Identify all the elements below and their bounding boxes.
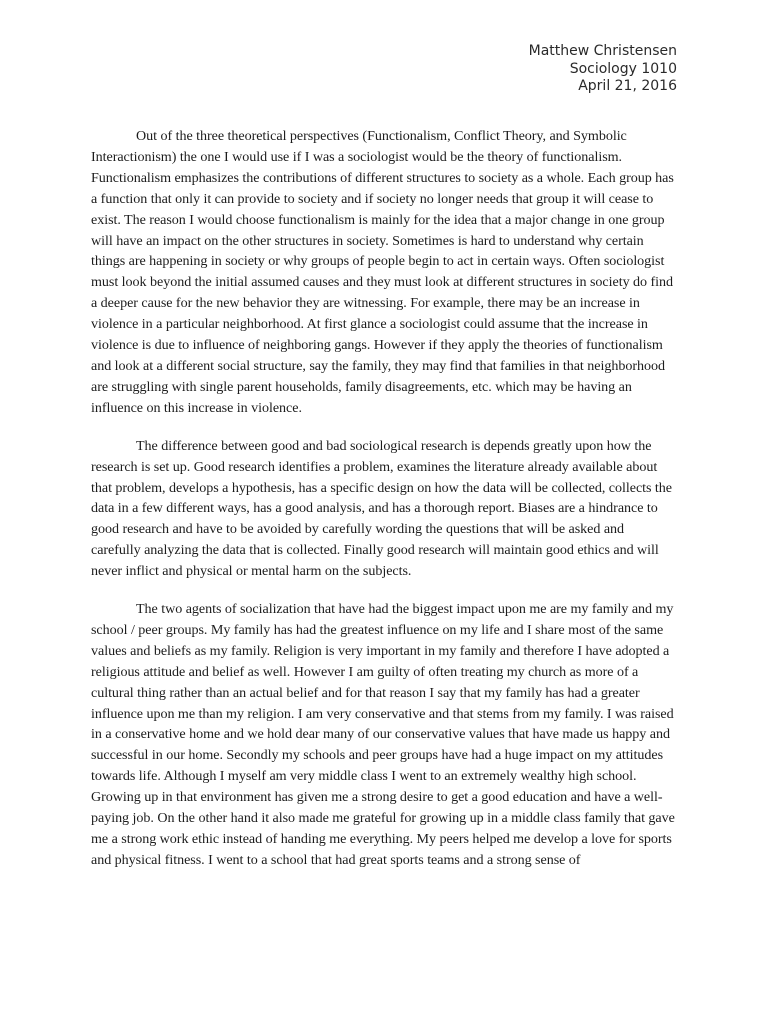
author-name: Matthew Christensen	[528, 43, 677, 59]
document-date: April 21, 2016	[578, 78, 677, 94]
course-name: Sociology 1010	[569, 60, 677, 77]
paragraph-functionalism: Out of the three theoretical perspectives (Functionalism, Conflict Theory, and Symbolic Interactionism) the one I would use if I was a sociologist would be the theory of functionalism. Functionalism emphasizes the contributions of different structures to society as a whole. Each group has a function that only it can provide to society and if society no longer needs that group it will cease to exist. The reason I would choose functionalism is mainly for the idea that a major change in one group will have an impact on the other structures in society. Sometimes is hard to understand why certain things are happening in society or why groups of people begin to act in certain ways. Often sociologist must look beyond the initial assumed causes and they must look at different structures in society do find a deeper cause for the new behavior they are witnessing. For example, there may be an increase in violence in a particular neighborhood. At first glance a sociologist could assume that the increase in violence is due to influence of neighboring gangs. However if they apply the theories of functionalism and look at a different social structure, say the family, they may find that families in that neighborhood are struggling with single parent households, family disagreements, etc. which may be having an influence on this increase in violence.	[91, 128, 674, 416]
paragraph-socialization: The two agents of socialization that have had the biggest impact upon me are my family and my school / peer groups. My family has had the greatest influence on my life and I share most of the same values and beliefs as my family. Religion is very important in my family and therefore I have adopted a religious attitude and belief as well. However I am guilty of often treating my church as more of a cultural thing rather than an actual belief and for that reason I say that my family has had a greater influence upon me than my religion. I am very conservative and that stems from my family. I was raised in a conservative home and we hold dear many of our conservative values that have made us happy and successful in our home. Secondly my schools and peer groups have had a huge impact on my attitudes towards life. Although I myself am very middle class I went to an extremely wealthy high school. Growing up in that environment has given me a strong desire to get a good education and have a well-paying job. On the other hand it also made me grateful for growing up in a middle class family that gave me a strong work ethic instead of handing me everything. My peers helped me develop a love for sports and physical fitness. I went to a school that had great sports teams and a strong sense of	[91, 601, 675, 868]
document-body	[91, 126, 677, 888]
paragraph-research: The difference between good and bad sociological research is depends greatly upon how the research is set up. Good research identifies a problem, examines the literature already available about that problem, develops a hypothesis, has a specific design on how the data will be collected, collects the data in a few different ways, has a good analysis, and has a thorough report. Biases are a hindrance to good research and have to be avoided by carefully wording the questions that will be asked and carefully analyzing the data that is collected. Finally good research will maintain good ethics and will never inflict and physical or mental harm on the subjects.	[91, 437, 672, 580]
document-header	[529, 43, 677, 96]
